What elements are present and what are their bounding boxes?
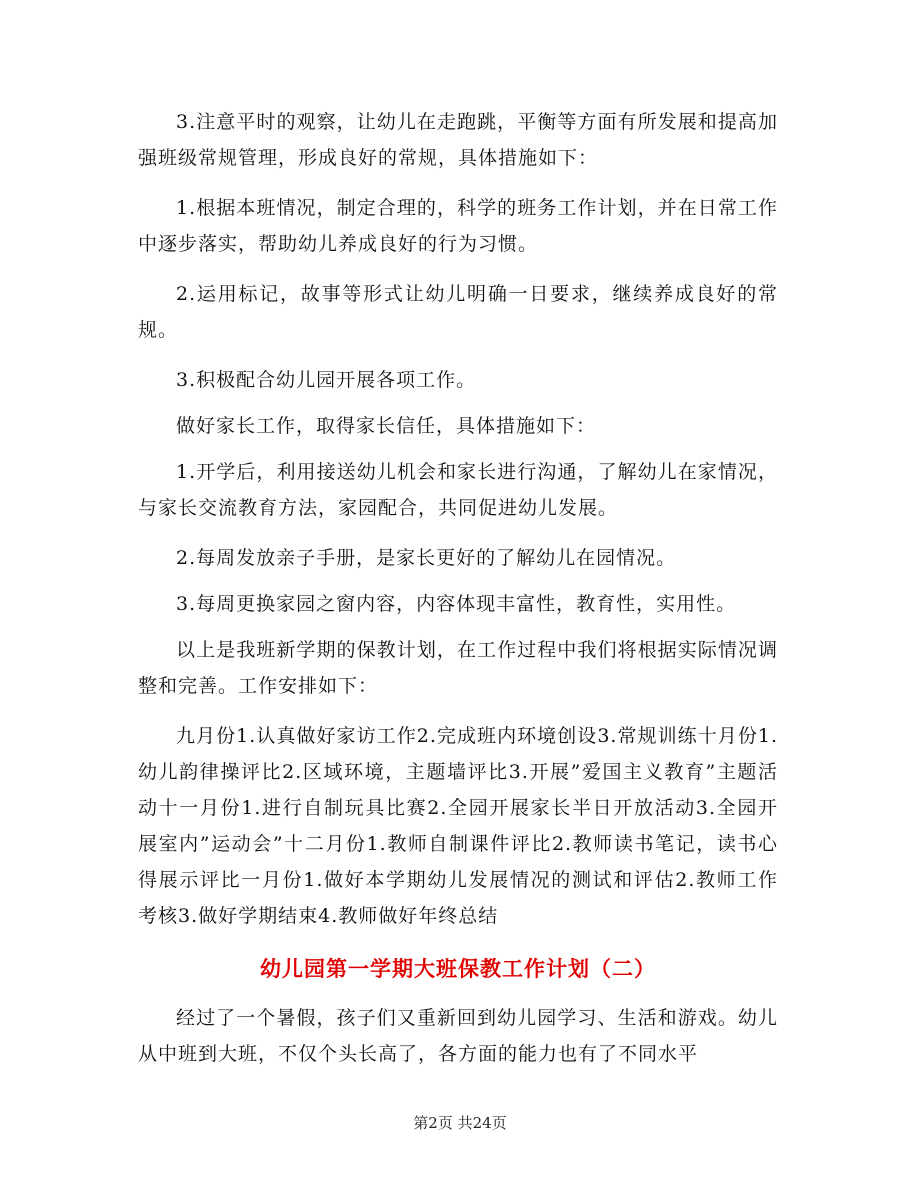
paragraph-11: 经过了一个暑假，孩子们又重新回到幼儿园学习、生活和游戏。幼儿从中班到大班，不仅个头长高了，各方面的能力也有了不同水平 <box>138 1007 778 1065</box>
paragraph-1: 3.注意平时的观察，让幼儿在走跑跳，平衡等方面有所发展和提高加强班级常规管理，形成良好的常规，具体措施如下： <box>138 111 778 169</box>
paragraph-2: 1.根据本班情况，制定合理的，科学的班务工作计划，并在日常工作中逐步落实，帮助幼儿养成良好的行为习惯。 <box>138 197 778 255</box>
paragraph-6: 1.开学后，利用接送幼儿机会和家长进行沟通，了解幼儿在家情况，与家长交流教育方法，家园配合，共同促进幼儿发展。 <box>138 461 778 519</box>
paragraph-7: 2.每周发放亲子手册，是家长更好的了解幼儿在园情况。 <box>176 547 677 569</box>
paragraph-9: 以上是我班新学期的保教计划，在工作过程中我们将根据实际情况调整和完善。工作安排如下： <box>138 639 778 697</box>
paragraph-5: 做好家长工作，取得家长信任，具体措施如下： <box>176 415 597 437</box>
page-footer: 第2页 共24页 <box>413 1114 507 1132</box>
paragraph-4: 3.积极配合幼儿园开展各项工作。 <box>176 369 477 391</box>
section-title: 幼儿园第一学期大班保教工作计划（二） <box>260 957 656 981</box>
paragraph-3: 2.运用标记，故事等形式让幼儿明确一日要求，继续养成良好的常规。 <box>138 283 778 341</box>
paragraph-8: 3.每周更换家园之窗内容，内容体现丰富性，教育性，实用性。 <box>176 593 737 615</box>
paragraph-10: 九月份1.认真做好家访工作2.完成班内环境创设3.常规训练十月份1.幼儿韵律操评比2.区域环境，主题墙评比3.开展”爱国主义教育”主题活动十一月份1.进行自制玩具比赛2.全园开展家长半日开放活动3.全园开展室内”运动会”十二月份1.教师自制课件评比2.教师读书笔记，读书心得展示评比一月份1.做好本学期幼儿发展情况的测试和评估2.教师工作考核3.做好学期结束4.教师做好年终总结 <box>138 725 778 927</box>
document-body <box>138 104 778 1086</box>
